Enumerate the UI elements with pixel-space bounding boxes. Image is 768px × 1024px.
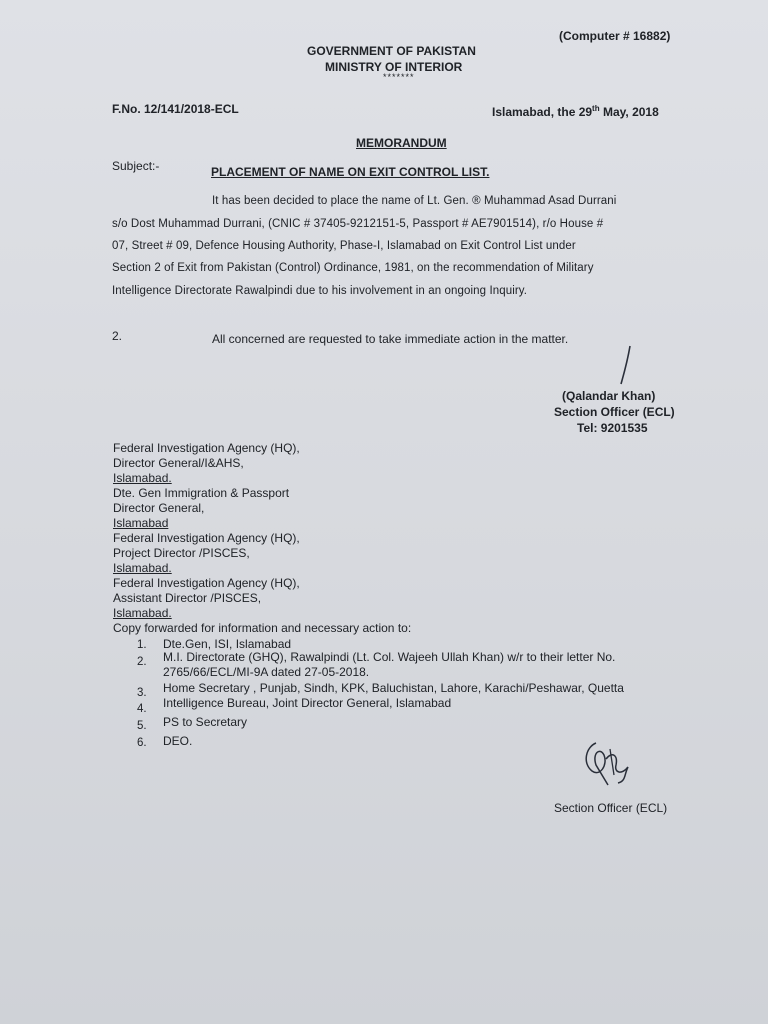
header-stars: *******	[383, 72, 415, 82]
addressee-line: Project Director /PISCES,	[113, 546, 250, 560]
para1-line-5: Intelligence Directorate Rawalpindi due to his involvement in an ongoing Inquiry.	[112, 285, 528, 297]
para2-number: 2.	[112, 329, 123, 343]
addressee-line: Islamabad.	[113, 561, 172, 575]
copy-item-number: 1.	[137, 639, 147, 651]
copy-item-text: Dte.Gen, ISI, Islamabad	[163, 637, 292, 651]
copy-forward-heading: Copy forwarded for information and necessary action to:	[113, 621, 412, 635]
para1-line-1: It has been decided to place the name of Lt. Gen. ® Muhammad Asad Durrani	[212, 195, 617, 207]
initials-signature-icon	[578, 735, 638, 793]
subject-label: Subject:-	[112, 159, 160, 173]
para2-text: All concerned are requested to take immediate action in the matter.	[212, 332, 569, 346]
addressee-line: Federal Investigation Agency (HQ),	[113, 576, 300, 590]
government-heading: GOVERNMENT OF PAKISTAN	[307, 44, 476, 58]
addressee-line: Dte. Gen Immigration & Passport	[113, 486, 290, 500]
para1-line-3: 07, Street # 09, Defence Housing Authority, Phase-I, Islamabad on Exit Control List under	[112, 240, 576, 252]
para1-line-4: Section 2 of Exit from Pakistan (Control) Ordinance, 1981, on the recommendation of Military	[112, 262, 594, 274]
copy-item-number: 5.	[137, 720, 147, 732]
copy-item-number: 4.	[137, 703, 147, 715]
ministry-heading: MINISTRY OF INTERIOR	[325, 60, 463, 74]
computer-number: (Computer # 16882)	[559, 29, 671, 43]
addressee-line: Director General/I&AHS,	[113, 456, 244, 470]
memo-date: Islamabad, the 29th May, 2018	[492, 104, 659, 119]
copy-item-text: Home Secretary , Punjab, Sindh, KPK, Baluchistan, Lahore, Karachi/Peshawar, Quetta	[163, 681, 624, 695]
copy-item-number: 2.	[137, 656, 147, 668]
signature-mark-icon	[616, 344, 636, 386]
addressee-line: Assistant Director /PISCES,	[113, 591, 262, 605]
signatory-name: (Qalandar Khan)	[562, 389, 656, 403]
file-number: F.No. 12/141/2018-ECL	[112, 102, 239, 116]
copy-item-number: 6.	[137, 737, 147, 749]
addressee-line: Federal Investigation Agency (HQ),	[113, 441, 300, 455]
footer-signatory: Section Officer (ECL)	[554, 801, 668, 815]
signatory-tel: Tel: 9201535	[577, 421, 648, 435]
copy-item-text-continued: 2765/66/ECL/MI-9A dated 27-05-2018.	[163, 665, 370, 679]
copy-item-number: 3.	[137, 687, 147, 699]
para1-line-2: s/o Dost Muhammad Durrani, (CNIC # 37405-9212151-5, Passport # AE7901514), r/o House #	[112, 218, 604, 230]
copy-item-text: PS to Secretary	[163, 715, 248, 729]
copy-item-text: Intelligence Bureau, Joint Director General, Islamabad	[163, 696, 452, 710]
addressee-line: Federal Investigation Agency (HQ),	[113, 531, 300, 545]
addressee-line: Islamabad.	[113, 471, 172, 485]
addressee-line: Director General,	[113, 501, 205, 515]
addressee-line: Islamabad	[113, 516, 169, 530]
subject-text: PLACEMENT OF NAME ON EXIT CONTROL LIST.	[211, 165, 490, 179]
signatory-title: Section Officer (ECL)	[554, 405, 675, 419]
memo-title: MEMORANDUM	[356, 136, 447, 150]
copy-item-text: DEO.	[163, 734, 193, 748]
copy-item-text: M.I. Directorate (GHQ), Rawalpindi (Lt. Col. Wajeeh Ullah Khan) w/r to their letter No.	[163, 650, 616, 664]
addressee-line: Islamabad.	[113, 606, 172, 620]
